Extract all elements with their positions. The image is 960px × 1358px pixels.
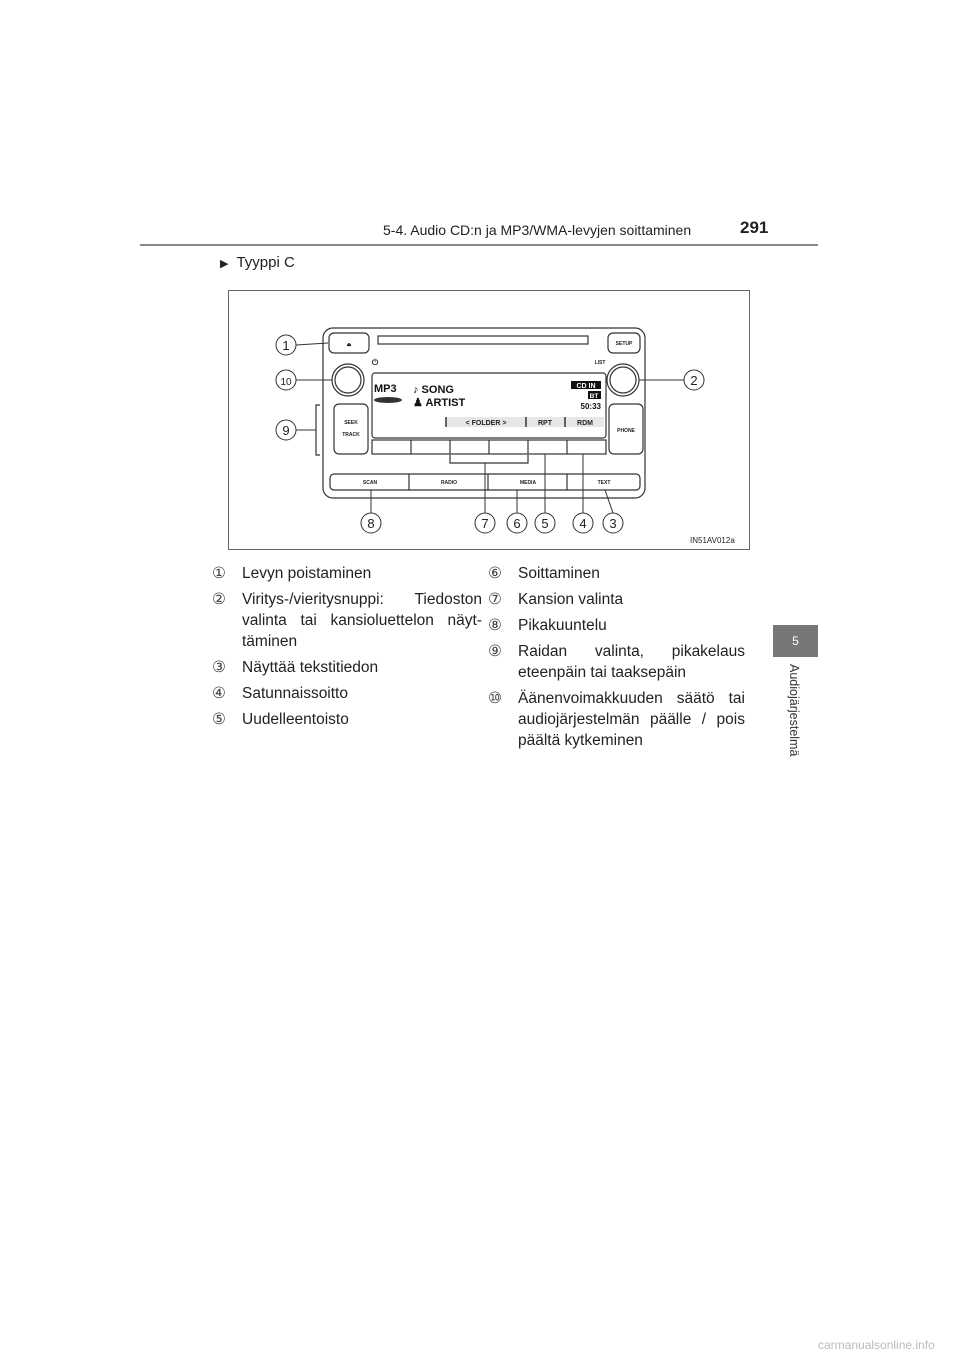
item-number: ② xyxy=(212,591,226,608)
callout-9: 9 xyxy=(282,423,290,438)
item-text: Uudelleentoisto xyxy=(242,711,349,728)
callout-1: 1 xyxy=(282,338,290,353)
legend-item xyxy=(488,688,745,751)
tune-knob xyxy=(607,364,639,396)
list-label: LIST xyxy=(594,360,606,366)
callout-10: 10 xyxy=(280,377,292,388)
item-text: Levyn poistaminen xyxy=(242,565,372,582)
radio-outer-frame xyxy=(323,328,645,498)
callout-4: 4 xyxy=(579,516,587,531)
figure-code: IN51AV012a xyxy=(690,536,735,545)
text-label: TEXT xyxy=(597,480,611,486)
track-label: TRACK xyxy=(342,432,360,438)
item-text: Viritys-/vieritysnuppi: Tiedoston valinta tai kansioluettelon näyt-täminen xyxy=(242,591,482,650)
bt-indicator: BT xyxy=(589,393,599,400)
volume-knob xyxy=(332,364,364,396)
legend-item xyxy=(488,615,745,636)
subheading xyxy=(220,254,295,271)
media-label: MEDIA xyxy=(519,480,537,486)
cd-slot xyxy=(378,336,588,344)
item-number: ⑤ xyxy=(212,711,226,728)
item-number: ③ xyxy=(212,659,226,676)
power-icon: ⏻ xyxy=(371,358,379,367)
song-label: ♪ SONG xyxy=(413,384,454,396)
legend-item xyxy=(212,657,482,678)
item-number: ⑥ xyxy=(488,565,502,582)
rdm-label: RDM xyxy=(577,420,593,427)
item-number: ⑩ xyxy=(488,690,502,707)
display-screen xyxy=(372,373,606,438)
phone-label: PHONE xyxy=(617,428,635,434)
legend-item xyxy=(488,641,745,683)
header-divider xyxy=(140,244,818,246)
item-number: ④ xyxy=(212,685,226,702)
seek-track-button xyxy=(334,404,368,454)
legend-item xyxy=(212,683,482,704)
item-text: Näyttää tekstitiedon xyxy=(242,659,379,676)
item-number: ① xyxy=(212,565,226,582)
callout-2: 2 xyxy=(690,373,698,388)
item-number: ⑧ xyxy=(488,617,502,634)
setup-label: SETUP xyxy=(615,341,633,347)
artist-label: ♟ ARTIST xyxy=(413,397,466,409)
item-text: Pikakuuntelu xyxy=(518,617,607,634)
cd-in-indicator: CD IN xyxy=(576,383,596,390)
item-text: Äänenvoimakkuuden säätö tai audiojärjestelmän päälle / pois päältä kytkeminen xyxy=(518,690,745,749)
watermark: carmanualsonline.info xyxy=(818,1338,935,1352)
legend-item xyxy=(212,709,482,730)
legend-item xyxy=(488,563,745,584)
page-number: 291 xyxy=(740,218,769,237)
radio-label: RADIO xyxy=(440,480,458,486)
legend-right xyxy=(488,563,745,756)
time-display: 50:33 xyxy=(580,402,601,411)
callout-3: 3 xyxy=(609,516,617,531)
chapter-label: Audiojärjestelmä xyxy=(787,664,801,757)
chapter-tab: 5 xyxy=(773,625,818,657)
scan-label: SCAN xyxy=(362,480,378,486)
subheading-text: Tyyppi C xyxy=(236,254,295,271)
eject-icon: ⏏ xyxy=(346,342,352,348)
item-text: Satunnaissoitto xyxy=(242,685,348,702)
callout-8: 8 xyxy=(367,516,375,531)
triangle-marker-icon: ▶ xyxy=(220,258,229,270)
legend-item xyxy=(212,589,482,652)
item-number: ⑨ xyxy=(488,643,502,660)
item-number: ⑦ xyxy=(488,591,502,608)
folder-label: < FOLDER > xyxy=(465,420,507,427)
callout-6: 6 xyxy=(513,516,521,531)
legend-item xyxy=(488,589,745,610)
disc-icon xyxy=(374,397,402,403)
callout-7: 7 xyxy=(481,516,489,531)
seek-label: SEEK xyxy=(344,420,358,426)
item-text: Kansion valinta xyxy=(518,591,624,608)
item-text: Raidan valinta, pikakelaus eteenpäin tai taaksepäin xyxy=(518,643,745,681)
callout-5: 5 xyxy=(541,516,549,531)
item-text: Soittaminen xyxy=(518,565,600,582)
format-label: MP3 xyxy=(374,383,397,395)
section-title: 5-4. Audio CD:n ja MP3/WMA-levyjen soittaminen xyxy=(383,222,692,238)
radio-figure xyxy=(228,290,750,550)
rpt-label: RPT xyxy=(538,420,552,427)
legend-item xyxy=(212,563,482,584)
legend-left xyxy=(212,563,482,735)
